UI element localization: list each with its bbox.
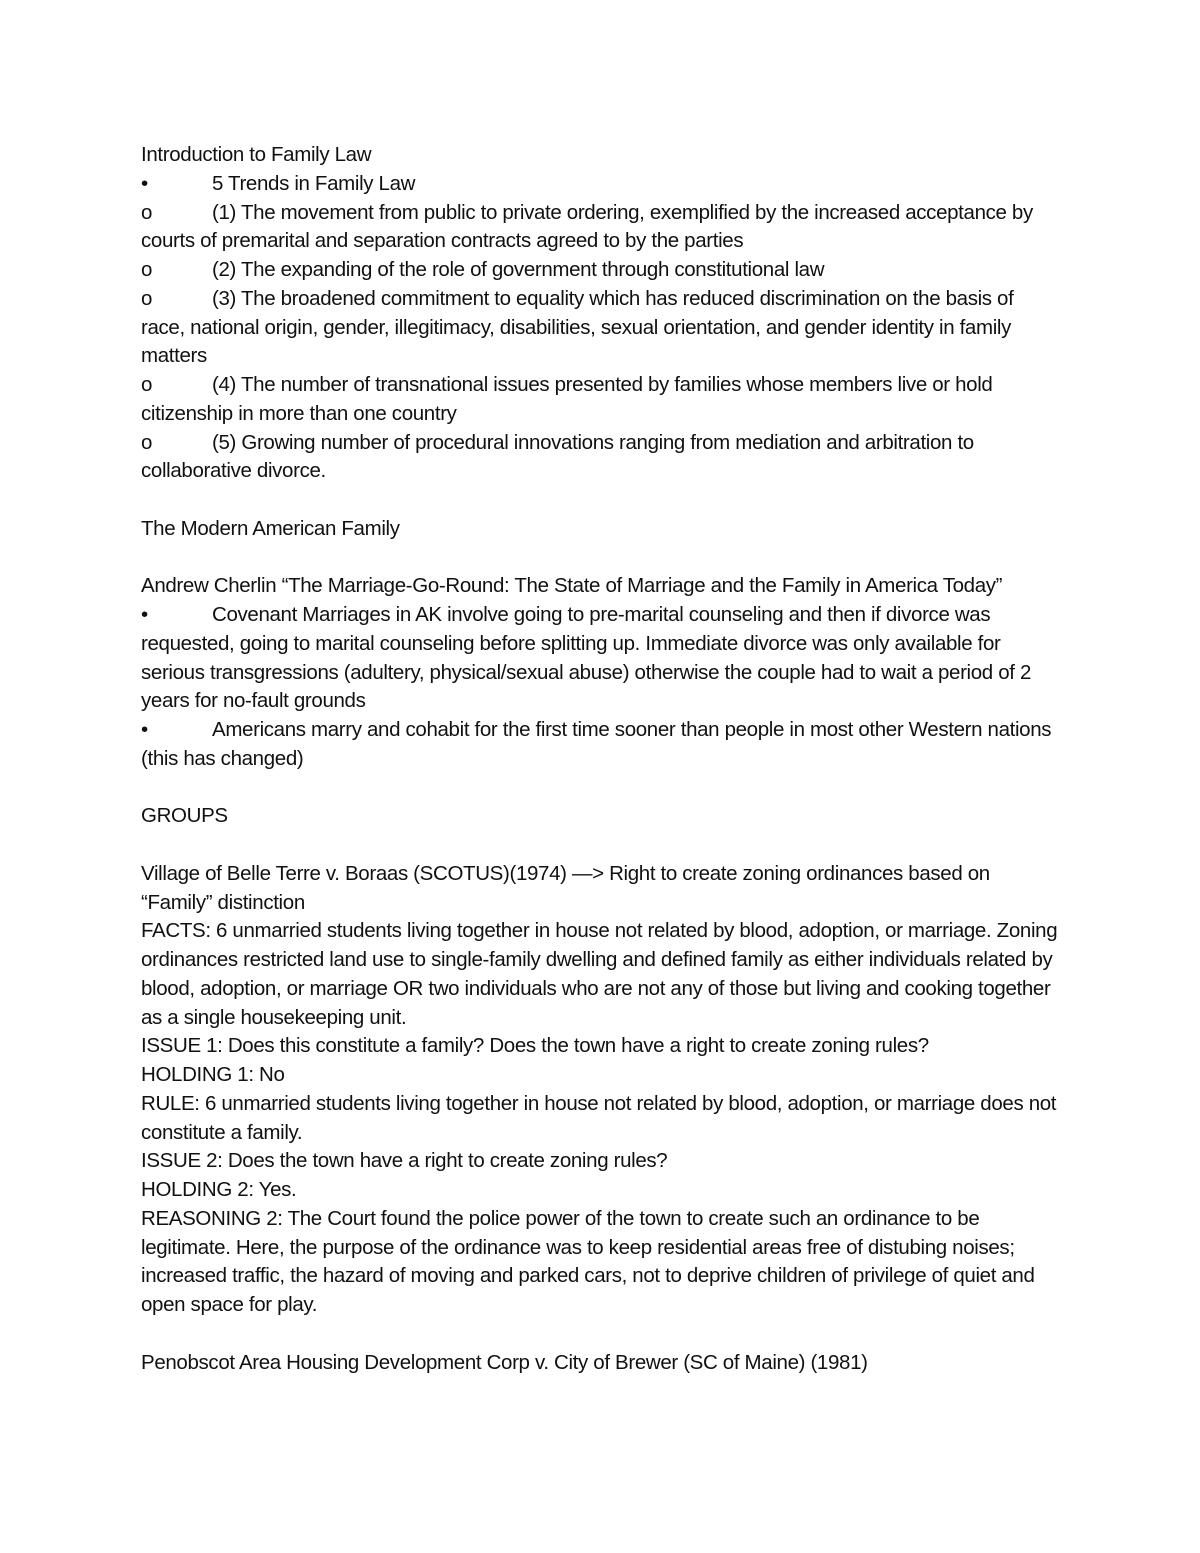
trend-item [141,285,1061,371]
spacer [141,831,1061,860]
sub-bullet-marker: o [141,286,153,310]
document-title: Introduction to Family Law [141,143,372,166]
bullet-item [141,716,1061,774]
spacer [141,544,1061,573]
spacer [141,1320,1061,1349]
case-facts: FACTS: 6 unmarried students living together in house not related by blood, adoption, or marriage. Zoning ordinances restricted land use to single-family dwelling and defined family as either individuals related by blood, adoption, or marriage OR two individuals who are not any of those but living and cooking together as a single housekeeping unit. [141,919,1058,1029]
section-heading-groups: GROUPS [141,804,228,828]
trends-heading-text: 5 Trends in Family Law [212,171,416,195]
case-rule: RULE: 6 unmarried students living together in house not related by blood, adoption, or marriage does not constitute a family. [141,1091,1057,1144]
document-body [141,141,1061,1377]
trend-item [141,429,1061,487]
source-citation: Andrew Cherlin “The Marriage-Go-Round: The State of Marriage and the Family in America Today” [141,574,1003,598]
trend-item-text: (4) The number of transnational issues presented by families whose members live or hold citizenship in more than one country [141,373,993,425]
trend-item [141,199,1061,257]
sub-bullet-marker: o [141,200,153,224]
case-issue-2: ISSUE 2: Does the town have a right to create zoning rules? [141,1149,668,1173]
case-title: Village of Belle Terre v. Boraas (SCOTUS)(1974) —> Right to create zoning ordinances based on “Family” distinction [141,861,990,914]
case-holding-2: HOLDING 2: Yes. [141,1178,297,1201]
bullet-item-text: Americans marry and cohabit for the first time sooner than people in most other Western nations (this has changed) [141,718,1052,770]
trend-item-text: (3) The broadened commitment to equality which has reduced discrimination on the basis of race, national origin, gender, illegitimacy, disabilities, sexual orientation, and gender identity in family matters [141,286,1014,368]
trend-item-text: (2) The expanding of the role of government through constitutional law [212,258,825,281]
trend-item [141,371,1061,429]
spacer [141,774,1061,803]
trend-item-text: (1) The movement from public to private ordering, exemplified by the increased acceptance by courts of premarital and separation contracts agreed to by the parties [141,200,1033,253]
case-holding-1: HOLDING 1: No [141,1063,285,1086]
trend-item [141,256,1061,285]
bullet-item-text: Covenant Marriages in AK involve going to pre-marital counseling and then if divorce was requested, going to marital counseling before splitting up. Immediate divorce was only available for serious transgressions (adultery, physical/sexual abuse) otherwise the couple had to wait a period of 2 years for no-fault grounds [141,603,1031,713]
case-title: Penobscot Area Housing Development Corp v. City of Brewer (SC of Maine) (1981) [141,1350,868,1374]
sub-bullet-marker: o [141,258,153,281]
bullet-marker: • [141,171,148,195]
section-heading-modern-family: The Modern American Family [141,516,400,540]
spacer [141,486,1061,515]
bullet-item [141,601,1061,716]
sub-bullet-marker: o [141,373,153,396]
trend-item-text: (5) Growing number of procedural innovations ranging from mediation and arbitration to collaborative divorce. [141,430,974,483]
bullet-marker: • [141,718,148,741]
case-reasoning-2: REASONING 2: The Court found the police power of the town to create such an ordinance to be legitimate. Here, the purpose of the ordinance was to keep residential areas free of distubing noises; increased traffic, the hazard of moving and parked cars, not to deprive children of privilege of quiet and open space for play. [141,1206,1035,1316]
trends-heading [141,170,1061,199]
sub-bullet-marker: o [141,430,153,454]
case-issue-1: ISSUE 1: Does this constitute a family? Does the town have a right to create zoning rules? [141,1034,929,1058]
bullet-marker: • [141,603,148,626]
